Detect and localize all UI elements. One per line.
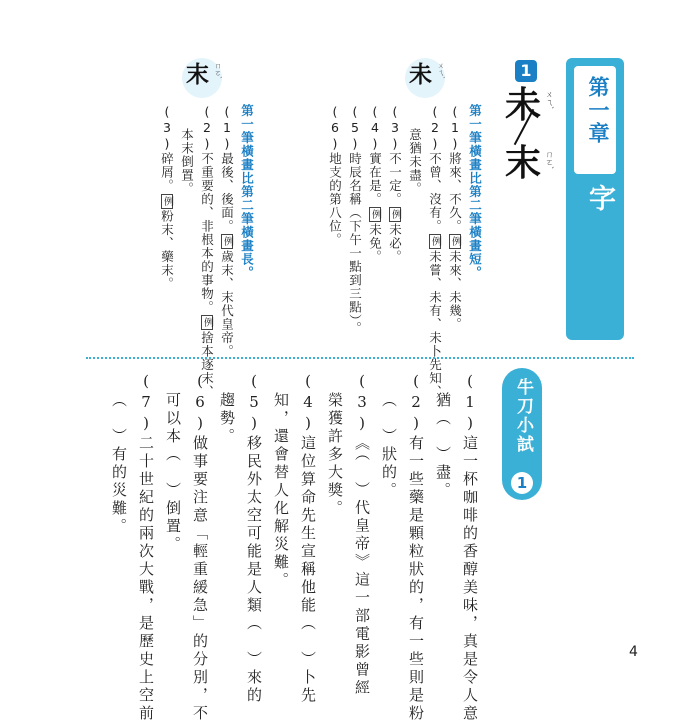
quiz-number: 1 bbox=[511, 472, 533, 494]
entry-char-b: 末 bbox=[505, 143, 542, 184]
section-char: 末 bbox=[186, 62, 209, 88]
quiz-line-continued: 可以本（ ）倒置。 bbox=[164, 392, 182, 554]
quiz-line-continued: 趨勢。 bbox=[218, 392, 236, 446]
definition-item-continued: 意猶未盡。 bbox=[407, 128, 423, 196]
section-zhuyin: ㄇㄛˋ bbox=[214, 62, 222, 80]
entry-zhuyin-b: ㄇㄛˋ bbox=[545, 150, 554, 170]
entry-index-badge: 1 bbox=[515, 60, 537, 82]
page-number: 4 bbox=[629, 644, 638, 660]
quiz-line: (7)二十世紀的兩次大戰，是歷史上空前 bbox=[137, 372, 155, 723]
definition-item-continued: 本末倒置。 bbox=[179, 128, 195, 196]
chapter-title: 容易寫錯的字 bbox=[584, 184, 654, 329]
definition-item: (2)不曾、沒有。例未嘗、未有、未卜先知、 bbox=[427, 104, 443, 399]
chapter-label-box bbox=[574, 66, 616, 174]
section-zhuyin: ㄨㄟˋ bbox=[437, 62, 445, 80]
section-char-bubble-wei bbox=[405, 58, 445, 98]
section-hint-wei: 第一筆橫畫比第二筆橫畫短。 bbox=[467, 104, 483, 280]
entry-zhuyin-a: ㄨㄟˋ bbox=[545, 90, 554, 110]
definition-item: (3)碎屑。例粉末、藥末。 bbox=[159, 104, 175, 291]
definition-item: (6)地支的第八位。 bbox=[327, 104, 343, 247]
quiz-line-continued: 猶（ ）盡。 bbox=[434, 392, 452, 500]
quiz-badge bbox=[502, 368, 542, 500]
definition-item: (2)不重要的、非根本的事物。例捨本逐末、 bbox=[199, 104, 215, 399]
quiz-line-continued: 榮獲許多大獎。 bbox=[326, 392, 344, 518]
section-hint-mo: 第一筆橫畫比第二筆橫畫長。 bbox=[239, 104, 255, 280]
definition-item: (1)最後、後面。例歲末、末代皇帝。 bbox=[219, 104, 235, 358]
section-divider bbox=[86, 357, 634, 359]
quiz-title: 牛刀小試 bbox=[513, 378, 533, 454]
quiz-line: (6)做事要注意「輕重緩急」的分別，不 bbox=[191, 372, 209, 723]
chapter-banner bbox=[566, 58, 654, 340]
quiz-line: (4)這位算命先生宣稱他能（ ）卜先 bbox=[299, 372, 317, 705]
quiz-line: (3)《（ ）代皇帝》這一部電影曾經 bbox=[353, 372, 371, 698]
quiz-line: (2)有一些藥是顆粒狀的，有一些則是粉 bbox=[407, 372, 425, 723]
section-char-bubble-mo bbox=[182, 58, 222, 98]
section-char: 未 bbox=[409, 62, 432, 88]
definition-item: (1)將來、不久。例未來、未幾。 bbox=[447, 104, 463, 331]
definition-item: (3)不一定。例未必。 bbox=[387, 104, 403, 264]
quiz-line-continued: 知，還會替人化解災難。 bbox=[272, 392, 290, 590]
entry-char-a: 未 bbox=[505, 85, 542, 126]
definition-item: (5)時辰名稱（下午一點到三點）。 bbox=[347, 104, 363, 335]
definition-item: (4)實在是。例未免。 bbox=[367, 104, 383, 264]
quiz-line: (1)這一杯咖啡的香醇美味，真是令人意 bbox=[461, 372, 479, 723]
quiz-line-continued: （ ）有的災難。 bbox=[110, 392, 128, 536]
chapter-label: 第一章 bbox=[586, 76, 610, 145]
quiz-line: (5)移民外太空可能是人類（ ）來的 bbox=[245, 372, 263, 705]
quiz-line-continued: （ ）狀的。 bbox=[380, 392, 398, 500]
